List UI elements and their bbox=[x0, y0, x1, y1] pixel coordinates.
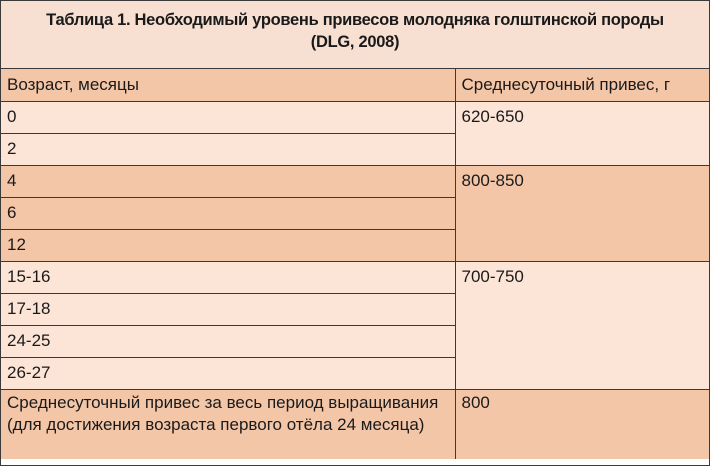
table-title-line2: (DLG, 2008) bbox=[310, 33, 400, 51]
header-row bbox=[1, 69, 709, 102]
age-cell: 12 bbox=[1, 230, 455, 262]
table-row bbox=[1, 166, 709, 198]
summary-value: 800 bbox=[455, 390, 709, 459]
header-gain: Среднесуточный привес, г bbox=[455, 69, 709, 102]
table-row bbox=[1, 262, 709, 294]
table-title bbox=[1, 1, 709, 69]
gain-cell: 700-750 bbox=[455, 262, 709, 390]
growth-table bbox=[1, 69, 709, 459]
gain-cell: 620-650 bbox=[455, 102, 709, 166]
age-cell: 4 bbox=[1, 166, 455, 198]
gain-cell: 800-850 bbox=[455, 166, 709, 262]
age-cell: 15-16 bbox=[1, 262, 455, 294]
age-cell: 24-25 bbox=[1, 326, 455, 358]
table-title-line1: Таблица 1. Необходимый уровень привесов молодняка голштинской породы bbox=[46, 11, 664, 29]
age-cell: 0 bbox=[1, 102, 455, 134]
age-cell: 17-18 bbox=[1, 294, 455, 326]
age-cell: 6 bbox=[1, 198, 455, 230]
summary-row bbox=[1, 390, 709, 459]
table-row bbox=[1, 102, 709, 134]
summary-label: Среднесуточный привес за весь период выращивания (для достижения возраста первого отёла 24 месяца) bbox=[1, 390, 455, 459]
age-cell: 2 bbox=[1, 134, 455, 166]
age-cell: 26-27 bbox=[1, 358, 455, 390]
header-age: Возраст, месяцы bbox=[1, 69, 455, 102]
